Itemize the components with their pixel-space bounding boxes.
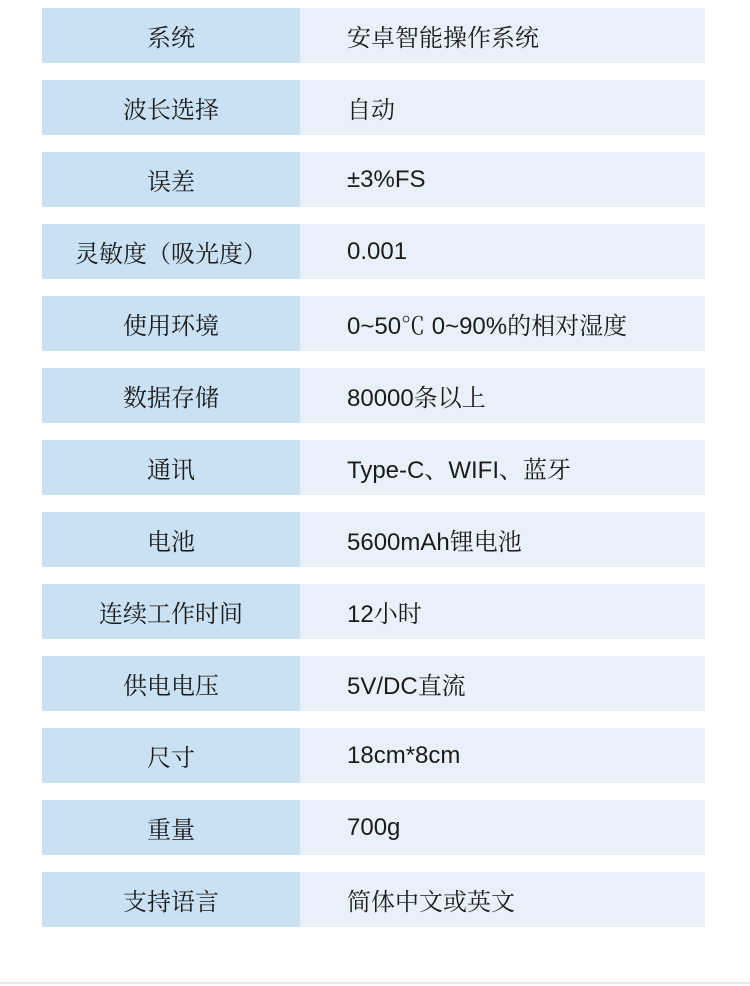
spec-value-cell: 安卓智能操作系统 (300, 8, 705, 63)
spec-row (42, 728, 705, 783)
spec-label-cell: 尺寸 (42, 728, 300, 783)
spec-table (42, 8, 705, 927)
spec-label-cell: 通讯 (42, 440, 300, 495)
spec-value-cell: 0.001 (300, 224, 705, 279)
spec-value-cell: 80000条以上 (300, 368, 705, 423)
spec-row (42, 512, 705, 567)
spec-row (42, 656, 705, 711)
spec-label-cell: 连续工作时间 (42, 584, 300, 639)
spec-row (42, 80, 705, 135)
spec-label-cell: 重量 (42, 800, 300, 855)
spec-label-cell: 波长选择 (42, 80, 300, 135)
spec-value-cell: 简体中文或英文 (300, 872, 705, 927)
spec-row (42, 296, 705, 351)
spec-value-cell: 5V/DC直流 (300, 656, 705, 711)
spec-row (42, 584, 705, 639)
spec-value-cell: ±3%FS (300, 152, 705, 207)
spec-row (42, 800, 705, 855)
spec-row (42, 224, 705, 279)
spec-value-cell: 0~50℃ 0~90%的相对湿度 (300, 296, 705, 351)
spec-label-cell: 支持语言 (42, 872, 300, 927)
spec-label-cell: 使用环境 (42, 296, 300, 351)
spec-value-cell: 12小时 (300, 584, 705, 639)
spec-value-cell: 自动 (300, 80, 705, 135)
spec-row (42, 368, 705, 423)
spec-row (42, 872, 705, 927)
spec-label-cell: 电池 (42, 512, 300, 567)
spec-label-cell: 供电电压 (42, 656, 300, 711)
spec-value-cell: 5600mAh锂电池 (300, 512, 705, 567)
spec-label-cell: 系统 (42, 8, 300, 63)
spec-value-cell: 18cm*8cm (300, 728, 705, 783)
spec-label-cell: 数据存储 (42, 368, 300, 423)
spec-value-cell: 700g (300, 800, 705, 855)
spec-value-cell: Type-C、WIFI、蓝牙 (300, 440, 705, 495)
spec-row (42, 8, 705, 63)
spec-label-cell: 灵敏度（吸光度） (42, 224, 300, 279)
spec-label-cell: 误差 (42, 152, 300, 207)
spec-row (42, 152, 705, 207)
spec-row (42, 440, 705, 495)
